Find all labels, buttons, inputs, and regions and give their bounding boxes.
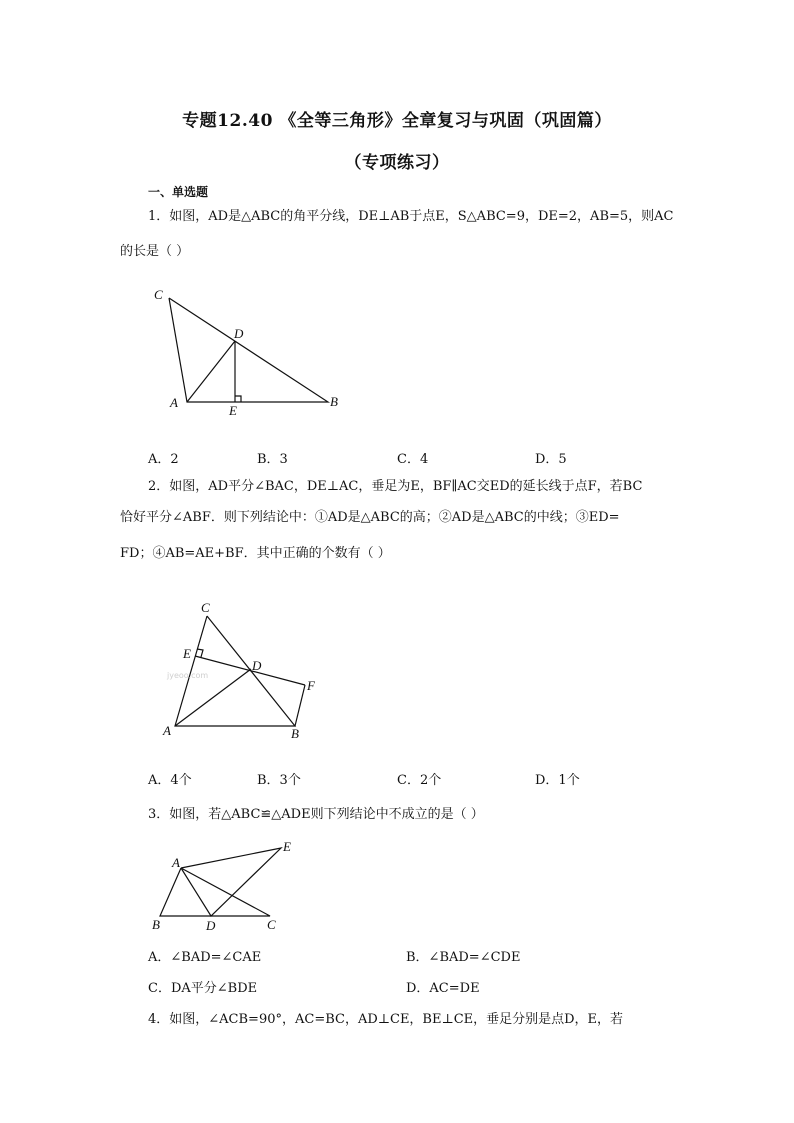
q2-label-f: F (307, 678, 315, 693)
page-subtitle: （专项练习） (344, 153, 450, 173)
q1-segment-ad (187, 341, 235, 402)
q2-right-angle-mark (197, 649, 203, 657)
q1-right-angle-mark (235, 396, 241, 402)
q2-watermark: jyeoo.com (167, 671, 209, 680)
q2-label-d: D (252, 658, 262, 673)
q3-option-b[interactable]: B．∠BAD=∠CDE (406, 950, 521, 965)
q3-label-a: A (172, 855, 180, 870)
q3-triangle-ade (181, 848, 281, 916)
q2-option-b[interactable]: B．3个 (257, 773, 301, 788)
q2-segment-bf (295, 685, 305, 726)
q1-option-a[interactable]: A．2 (148, 452, 179, 467)
q3-figure (145, 836, 315, 936)
q1-option-d[interactable]: D．5 (535, 452, 567, 467)
q2-text-line2: 恰好平分∠ABF．则下列结论中：①AD是△ABC的高；②AD是△ABC的中线；③ED= (120, 510, 620, 525)
q2-label-e: E (183, 646, 191, 661)
q2-option-d[interactable]: D．1个 (535, 773, 580, 788)
q1-label-a: A (170, 395, 178, 410)
q3-label-d: D (206, 918, 216, 933)
q1-text-line2: 的长是（ ） (120, 244, 190, 259)
q2-label-c: C (201, 600, 210, 615)
q3-option-d[interactable]: D．AC=DE (406, 981, 480, 996)
q1-triangle-abc (169, 298, 328, 402)
q2-label-b: B (291, 726, 299, 741)
q3-option-c[interactable]: C．DA平分∠BDE (148, 981, 258, 996)
q2-segment-ef (195, 656, 305, 685)
q1-option-c[interactable]: C．4 (397, 452, 429, 467)
q2-figure (155, 598, 335, 743)
q1-label-b: B (330, 394, 338, 409)
q2-option-a[interactable]: A．4个 (148, 773, 192, 788)
q1-text-line1: 1．如图，AD是△ABC的角平分线，DE⊥AB于点E，S△ABC=9，DE=2，AB=5，则AC (148, 209, 674, 224)
q3-label-e: E (283, 839, 291, 854)
q3-text-line1: 3．如图，若△ABC≌△ADE则下列结论中不成立的是（ ） (148, 807, 484, 822)
q2-text-line1: 2．如图，AD平分∠BAC，DE⊥AC，垂足为E，BF∥AC交ED的延长线于点F，若BC (148, 479, 643, 494)
q1-label-d: D (234, 326, 244, 341)
q2-label-a: A (163, 723, 171, 738)
q1-option-b[interactable]: B．3 (257, 452, 288, 467)
q4-text-line1: 4．如图，∠ACB=90°，AC=BC，AD⊥CE，BE⊥CE，垂足分别是点D，E，若 (148, 1012, 624, 1027)
q1-label-e: E (229, 403, 237, 418)
q3-label-c: C (267, 917, 276, 932)
q3-option-a[interactable]: A．∠BAD=∠CAE (148, 950, 262, 965)
page-title: 专题12.40 《全等三角形》全章复习与巩固（巩固篇） (182, 111, 612, 131)
q1-label-c: C (154, 287, 163, 302)
q2-text-line3: FD；④AB=AE+BF．其中正确的个数有（ ） (120, 546, 391, 561)
q2-option-c[interactable]: C．2个 (397, 773, 442, 788)
section-heading: 一、单选题 (148, 185, 209, 199)
q3-label-b: B (152, 917, 160, 932)
q1-figure (140, 280, 360, 420)
